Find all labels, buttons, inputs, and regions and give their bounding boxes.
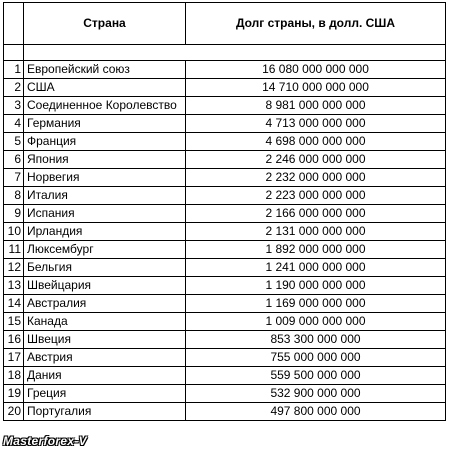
row-number: 1	[4, 61, 24, 79]
row-number: 5	[4, 133, 24, 151]
country-cell: Япония	[24, 151, 186, 169]
row-number: 11	[4, 241, 24, 259]
row-number: 3	[4, 97, 24, 115]
table-row	[4, 169, 446, 187]
debt-cell: 755 000 000 000	[186, 349, 446, 367]
debt-header: Долг страны, в долл. США	[186, 3, 446, 45]
debt-cell: 1 190 000 000 000	[186, 277, 446, 295]
table-row	[4, 115, 446, 133]
country-cell: Австралия	[24, 295, 186, 313]
country-cell: Соединенное Королевство	[24, 97, 186, 115]
row-number: 14	[4, 295, 24, 313]
debt-cell: 2 232 000 000 000	[186, 169, 446, 187]
debt-cell: 1 009 000 000 000	[186, 313, 446, 331]
row-number: 2	[4, 79, 24, 97]
debt-cell: 14 710 000 000 000	[186, 79, 446, 97]
row-number: 4	[4, 115, 24, 133]
country-cell: Франция	[24, 133, 186, 151]
row-number: 13	[4, 277, 24, 295]
country-cell: Канада	[24, 313, 186, 331]
row-number: 20	[4, 403, 24, 421]
table-row	[4, 259, 446, 277]
country-cell: Португалия	[24, 403, 186, 421]
table-row	[4, 205, 446, 223]
debt-cell: 497 800 000 000	[186, 403, 446, 421]
debt-cell: 8 981 000 000 000	[186, 97, 446, 115]
country-cell: Швеция	[24, 331, 186, 349]
table-row	[4, 79, 446, 97]
table-row	[4, 223, 446, 241]
table-row	[4, 61, 446, 79]
row-number: 16	[4, 331, 24, 349]
row-number: 18	[4, 367, 24, 385]
debt-cell: 2 246 000 000 000	[186, 151, 446, 169]
debt-cell: 1 241 000 000 000	[186, 259, 446, 277]
header-row	[4, 3, 446, 45]
debt-cell: 1 892 000 000 000	[186, 241, 446, 259]
spacer-cell	[24, 45, 446, 61]
debt-cell: 853 300 000 000	[186, 331, 446, 349]
country-cell: Швейцария	[24, 277, 186, 295]
row-number-header	[4, 3, 24, 45]
row-number: 9	[4, 205, 24, 223]
table-row	[4, 187, 446, 205]
row-number: 7	[4, 169, 24, 187]
row-number: 12	[4, 259, 24, 277]
country-cell: Италия	[24, 187, 186, 205]
debt-cell: 532 900 000 000	[186, 385, 446, 403]
country-cell: Европейский союз	[24, 61, 186, 79]
debt-cell: 559 500 000 000	[186, 367, 446, 385]
watermark: Masterforex-V	[3, 434, 87, 448]
row-number: 19	[4, 385, 24, 403]
table-row	[4, 241, 446, 259]
debt-table	[3, 2, 446, 421]
table-row	[4, 331, 446, 349]
spacer-cell	[4, 45, 24, 61]
debt-cell: 4 713 000 000 000	[186, 115, 446, 133]
table-row	[4, 97, 446, 115]
table-row	[4, 403, 446, 421]
debt-cell: 4 698 000 000 000	[186, 133, 446, 151]
country-cell: Люксембург	[24, 241, 186, 259]
row-number: 6	[4, 151, 24, 169]
table-row	[4, 133, 446, 151]
table-row	[4, 385, 446, 403]
debt-cell: 2 166 000 000 000	[186, 205, 446, 223]
row-number: 10	[4, 223, 24, 241]
country-cell: Австрия	[24, 349, 186, 367]
country-cell: Испания	[24, 205, 186, 223]
debt-cell: 2 223 000 000 000	[186, 187, 446, 205]
country-header: Страна	[24, 3, 186, 45]
row-number: 17	[4, 349, 24, 367]
table-row	[4, 277, 446, 295]
country-cell: США	[24, 79, 186, 97]
country-cell: Греция	[24, 385, 186, 403]
table-row	[4, 313, 446, 331]
row-number: 8	[4, 187, 24, 205]
country-cell: Ирландия	[24, 223, 186, 241]
table-row	[4, 367, 446, 385]
row-number: 15	[4, 313, 24, 331]
table-row	[4, 295, 446, 313]
table-row	[4, 349, 446, 367]
table-row	[4, 151, 446, 169]
debt-cell: 1 169 000 000 000	[186, 295, 446, 313]
debt-cell: 16 080 000 000 000	[186, 61, 446, 79]
debt-cell: 2 131 000 000 000	[186, 223, 446, 241]
country-cell: Бельгия	[24, 259, 186, 277]
country-cell: Норвегия	[24, 169, 186, 187]
spacer-row	[4, 45, 446, 61]
country-cell: Дания	[24, 367, 186, 385]
country-cell: Германия	[24, 115, 186, 133]
